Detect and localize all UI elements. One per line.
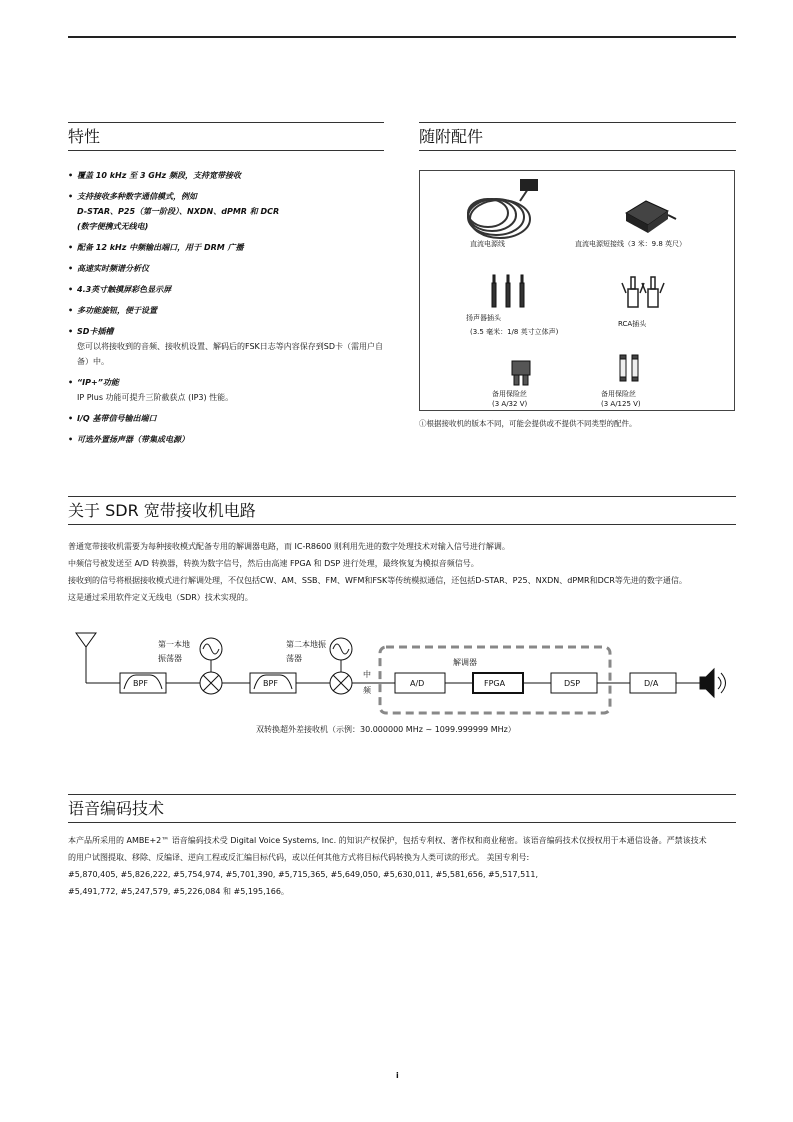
ambe-line: #5,491,772, #5,247,579, #5,226,084 和 #5,195,166。 [68,887,289,896]
feature-item [68,303,386,318]
page-number: i [396,1071,399,1080]
fuse-glass-image [620,355,638,381]
feature-text: “IP+”功能 [77,378,119,387]
bullet: • [68,243,74,252]
feature-item [68,168,386,183]
accessories-note: ⓘ根据接收机的版本不同，可能会提供或不提供不同类型的配件。 [419,419,637,428]
bullet: • [68,378,74,387]
feature-item [68,375,386,405]
da-label: D/A [644,679,659,688]
sdr-title: 关于 SDR 宽带接收机电路 [68,501,256,520]
ambe-title: 语音编码技术 [68,799,165,818]
accessories-illustrations [420,171,736,412]
feature-item [68,189,386,234]
bullet: • [68,306,74,315]
fuse1-label: 备用保险丝 [492,390,527,398]
feature-item [68,432,386,447]
feature-text: 高速实时频谱分析仪 [77,264,149,273]
feature-text: 可选外置扬声器（带集成电源） [77,435,189,444]
speaker-icon [700,669,714,697]
top-rule [68,36,736,38]
bullet: • [68,264,74,273]
feature-sub: D-STAR、P25（第一阶段）、NXDN、dPMR 和 DCR [77,207,280,216]
if-label-2: 频 [363,686,371,695]
lo2-label-line2: 荡器 [286,654,302,663]
feature-sub: (数字便携式无线电) [77,222,149,231]
feature-text: 4.3英寸触摸屏彩色显示屏 [77,285,172,294]
dc-cable-connector [520,179,538,191]
fuse2-label: 备用保险丝 [601,390,636,398]
rca-plug-image [622,277,664,307]
feature-item [68,282,386,297]
feature-text: I/Q 基带信号输出端口 [77,414,157,423]
features-list [68,168,386,453]
features-heading [68,122,384,151]
rca-plug-label: RCA插头 [618,320,647,328]
feature-item [68,324,386,369]
accessories-heading [419,122,736,151]
feature-desc: IP Plus 功能可提升三阶截获点 (IP3) 性能。 [77,393,234,402]
fpga-label: FPGA [484,679,506,688]
bullet: • [68,414,74,423]
dc-short-cable-label: 直流电源短接线（3 米：9.8 英尺） [575,240,687,248]
feature-text: 多功能旋钮，便于设置 [77,306,157,315]
lo2-label-line1: 第二本地振 [286,640,326,649]
sdr-line: 普通宽带接收机需要为每种接收模式配备专用的解调器电路，而 IC-R8600 则利用先进的数字处理技术对输入信号进行解调。 [68,542,510,551]
bullet: • [68,285,74,294]
ambe-line: 的用户试图提取、移除、反编译、逆向工程或反汇编目标代码，或以任何其他方式将目标代码转换为人类可读的形式。 美国专利号: [68,853,530,862]
speaker-plug-spec: (3.5 毫米：1/8 英寸立体声) [470,328,559,336]
accessories-box [419,170,735,411]
feature-item [68,240,386,255]
diagram-caption: 双转换超外差接收机（示例：30.000000 MHz ~ 1099.999999 MHz） [256,725,516,734]
accessories-title: 随附配件 [419,127,484,146]
sdr-block-diagram [0,625,793,745]
feature-item [68,411,386,426]
ad-label: A/D [410,679,425,688]
demodulator-label: 解调器 [453,658,477,667]
fuse-blade-image [512,361,530,385]
feature-desc: 您可以将接收到的音频、接收机设置、解码后的FSK日志等内容保存到SD卡（需用户自 [77,342,384,351]
sdr-paragraph [68,538,736,606]
feature-text: 覆盖 10 kHz 至 3 GHz 频段，支持宽带接收 [77,171,241,180]
fuse2-spec: (3 A/125 V) [601,400,641,408]
if-label-1: 中 [363,670,371,679]
dc-cable-label: 直流电源线 [470,240,505,248]
feature-text: 配备 12 kHz 中频输出端口，用于 DRM 广播 [77,243,244,252]
bullet: • [68,171,74,180]
lo1-label-line2: 振荡器 [158,654,182,663]
sdr-line: 中频信号被发送至 A/D 转换器，转换为数字信号，然后由高速 FPGA 和 DSP 进行处理，最终恢复为模拟音频信号。 [68,559,479,568]
fuse1-spec: (3 A/32 V) [492,400,528,408]
dsp-label: DSP [564,679,581,688]
feature-item [68,261,386,276]
bullet: • [68,435,74,444]
feature-text: 支持接收多种数字通信模式，例如 [77,192,197,201]
antenna-icon [76,633,96,683]
feature-desc: 备）中。 [77,357,109,366]
ambe-heading [68,794,736,823]
ambe-paragraph [68,832,736,900]
sdr-line: 接收到的信号将根据接收模式进行解调处理，不仅包括CW、AM、SSB、FM、WFM和FSK等传统模拟通信，还包括D-STAR、P25、NXDN、dPMR和DCR等先进的数字通信。 [68,576,687,585]
ambe-line: #5,870,405, #5,826,222, #5,754,974, #5,701,390, #5,715,365, #5,649,050, #5,630,011, #5,581,656, #5,517,511, [68,870,538,879]
speaker-plug-image [492,275,524,307]
speaker-plug-label: 扬声器插头 [466,314,501,322]
bpf2-label: BPF [263,679,278,688]
feature-text: SD卡插槽 [77,327,114,336]
ambe-line: 本产品所采用的 AMBE+2™ 语音编码技术受 Digital Voice Systems, Inc. 的知识产权保护，包括专利权、著作权和商业秘密。该语音编码技术仅授权用于本通信设备。严禁该技术 [68,836,707,845]
sdr-line: 这是通过采用软件定义无线电（SDR）技术实现的。 [68,593,253,602]
features-title: 特性 [68,127,101,146]
bpf1-label: BPF [133,679,148,688]
dc-short-cable-image [626,201,676,233]
dc-cable-image [468,189,530,238]
bullet: • [68,192,74,201]
sdr-heading [68,496,736,525]
bullet: • [68,327,74,336]
lo1-label-line1: 第一本地 [158,640,190,649]
